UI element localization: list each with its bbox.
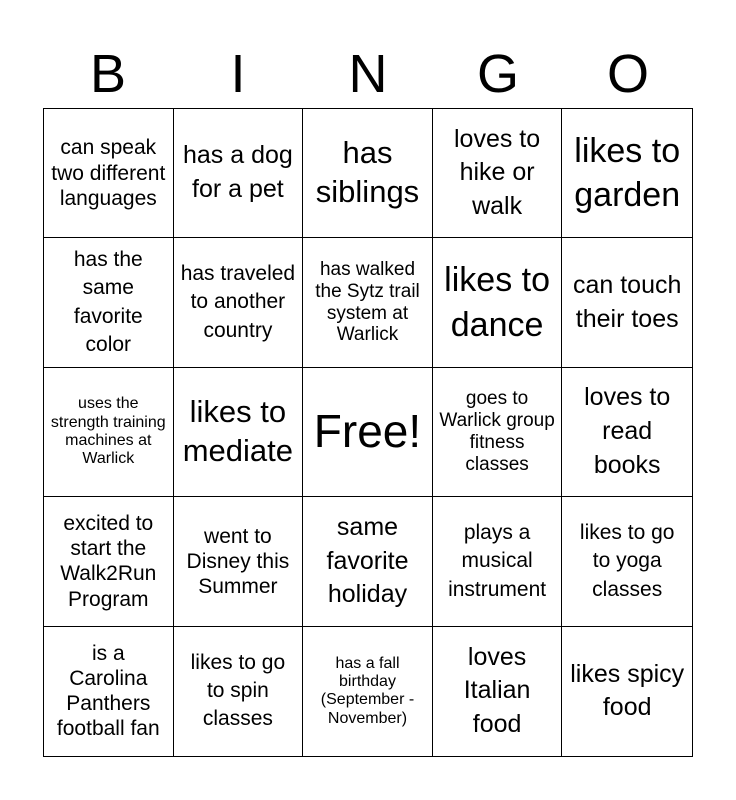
cell-label: likes spicy food: [570, 659, 685, 722]
cell-label: loves to read books: [584, 383, 671, 479]
cell-label: has walked the Sytz trail system at Warlick: [315, 258, 420, 346]
header-letter-g: G: [476, 44, 519, 104]
bingo-cell[interactable]: [174, 238, 304, 367]
header-letter-b: B: [89, 44, 127, 104]
cell-label: likes to dance: [444, 261, 550, 344]
bingo-cell[interactable]: [44, 497, 174, 626]
bingo-cell[interactable]: [44, 238, 174, 367]
bingo-cell[interactable]: [303, 238, 433, 367]
cell-label: went to Disney this Summer: [186, 524, 290, 598]
bingo-cell[interactable]: [562, 497, 692, 626]
bingo-header: [43, 40, 693, 108]
bingo-cell[interactable]: [303, 627, 433, 756]
cell-label: loves to hike or walk: [454, 124, 541, 221]
cell-label: likes to go to yoga classes: [579, 520, 675, 601]
cell-label: can touch their toes: [572, 270, 682, 333]
bingo-cell[interactable]: [303, 497, 433, 626]
cell-label: plays a musical instrument: [448, 520, 547, 601]
cell-label: has traveled to another country: [180, 262, 296, 342]
cell-label: uses the strength training machines at Warlick: [50, 395, 166, 468]
bingo-cell[interactable]: [433, 109, 563, 238]
bingo-cell[interactable]: [433, 497, 563, 626]
cell-label: has a dog for a pet: [182, 141, 293, 204]
header-letter-o: O: [606, 44, 649, 104]
bingo-cell[interactable]: [174, 497, 304, 626]
bingo-cell[interactable]: [44, 368, 174, 497]
cell-label: has a fall birthday (September - November): [320, 654, 415, 727]
cell-label: likes to garden: [574, 132, 681, 215]
bingo-board: [43, 108, 693, 757]
bingo-cell[interactable]: [433, 238, 563, 367]
bingo-cell[interactable]: [433, 368, 563, 497]
header-letter-n: N: [348, 44, 388, 104]
bingo-cell[interactable]: [562, 238, 692, 367]
cell-label: loves Italian food: [463, 642, 531, 739]
free-space[interactable]: [303, 368, 433, 497]
bingo-cell[interactable]: [433, 627, 563, 756]
bingo-cell[interactable]: [174, 627, 304, 756]
header-letter-i: I: [230, 44, 246, 104]
cell-label: is a Carolina Panthers football fan: [56, 641, 160, 741]
free-space-label: Free!: [313, 405, 422, 458]
cell-label: likes to mediate: [182, 394, 294, 468]
bingo-cell[interactable]: [303, 109, 433, 238]
cell-label: likes to go to spin classes: [190, 650, 286, 731]
bingo-cell[interactable]: [44, 109, 174, 238]
cell-label: can speak two different languages: [51, 136, 166, 210]
bingo-cell[interactable]: [174, 368, 304, 497]
cell-label: excited to start the Walk2Run Program: [60, 512, 157, 611]
bingo-cell[interactable]: [44, 627, 174, 756]
bingo-cell[interactable]: [562, 368, 692, 497]
bingo-cell[interactable]: [562, 109, 692, 238]
cell-label: has siblings: [315, 135, 420, 210]
bingo-cell[interactable]: [174, 109, 304, 238]
cell-label: same favorite holiday: [326, 512, 409, 609]
cell-label: has the same favorite color: [73, 247, 143, 356]
cell-label: goes to Warlick group fitness classes: [439, 388, 555, 475]
bingo-cell[interactable]: [562, 627, 692, 756]
